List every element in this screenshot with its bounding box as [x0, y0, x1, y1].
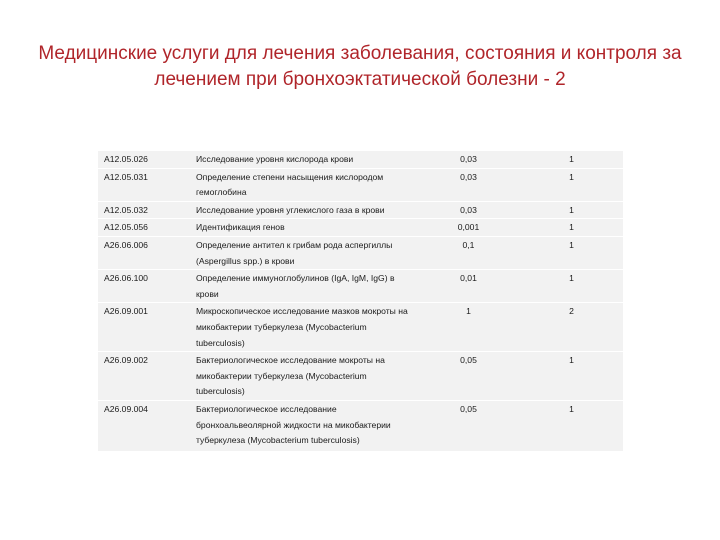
service-name: Определение иммуноглобулинов (IgA, IgM, IgG) в крови	[196, 273, 395, 299]
frequency-value: 0,01	[460, 273, 477, 284]
multiplicity-value: 2	[569, 306, 574, 317]
multiplicity-value: 1	[569, 222, 574, 233]
table-row	[98, 352, 623, 401]
service-code: A26.06.006	[104, 239, 148, 250]
title-line-1: Медицинские услуги для лечения заболевания, состояния и контроля за	[38, 43, 682, 64]
frequency-value: 0,03	[460, 154, 477, 164]
multiplicity-value: 1	[569, 154, 574, 164]
services-table	[98, 151, 623, 451]
service-name: Определение степени насыщения кислородом гемоглобина	[196, 171, 384, 198]
service-code: A12.05.056	[104, 222, 148, 233]
multiplicity-value: 1	[569, 171, 574, 182]
service-name: Идентификация генов	[196, 222, 285, 233]
service-code: A26.09.004	[104, 403, 148, 414]
frequency-value: 1	[466, 306, 471, 317]
table-row	[98, 303, 623, 352]
table-row	[98, 401, 623, 449]
table-row	[98, 169, 623, 202]
frequency-value: 0,001	[457, 222, 480, 233]
slide-title	[20, 41, 700, 93]
multiplicity-value: 1	[569, 239, 574, 250]
table-row	[98, 237, 623, 270]
title-line-2: лечением при бронхоэктатической болезни - 2	[154, 69, 566, 90]
multiplicity-value: 1	[569, 355, 574, 366]
multiplicity-value: 1	[569, 403, 574, 414]
table-row	[98, 151, 623, 169]
service-name: Микроскопическое исследование мазков мокроты на микобактерии туберкулеза (Mycobacterium tuberculosis)	[196, 306, 408, 348]
table-row	[98, 202, 623, 220]
table-row	[98, 219, 623, 237]
service-code: A12.05.031	[104, 171, 148, 182]
table-row	[98, 270, 623, 303]
service-name: Определение антител к грибам рода аспергиллы (Aspergillus spp.) в крови	[196, 239, 393, 266]
multiplicity-value: 1	[569, 273, 574, 284]
service-code: A12.05.026	[104, 154, 148, 164]
multiplicity-value: 1	[569, 204, 574, 215]
service-name: Исследование уровня кислорода крови	[196, 154, 354, 164]
frequency-value: 0,05	[460, 355, 477, 366]
frequency-value: 0,03	[460, 204, 477, 215]
service-code: A26.09.002	[104, 355, 148, 366]
service-code: A26.09.001	[104, 306, 148, 317]
frequency-value: 0,1	[462, 239, 475, 250]
frequency-value: 0,03	[460, 171, 477, 182]
service-code: A12.05.032	[104, 204, 148, 215]
frequency-value: 0,05	[460, 403, 477, 414]
service-name: Исследование уровня углекислого газа в крови	[196, 204, 385, 215]
service-name: Бактериологическое исследование бронхоальвеолярной жидкости на микобактерии туберкулеза (Mycobacterium tuberculosis)	[196, 403, 391, 446]
service-code: A26.06.100	[104, 273, 148, 284]
service-name: Бактериологическое исследование мокроты на микобактерии туберкулеза (Mycobacterium tuberculosis)	[196, 355, 385, 397]
